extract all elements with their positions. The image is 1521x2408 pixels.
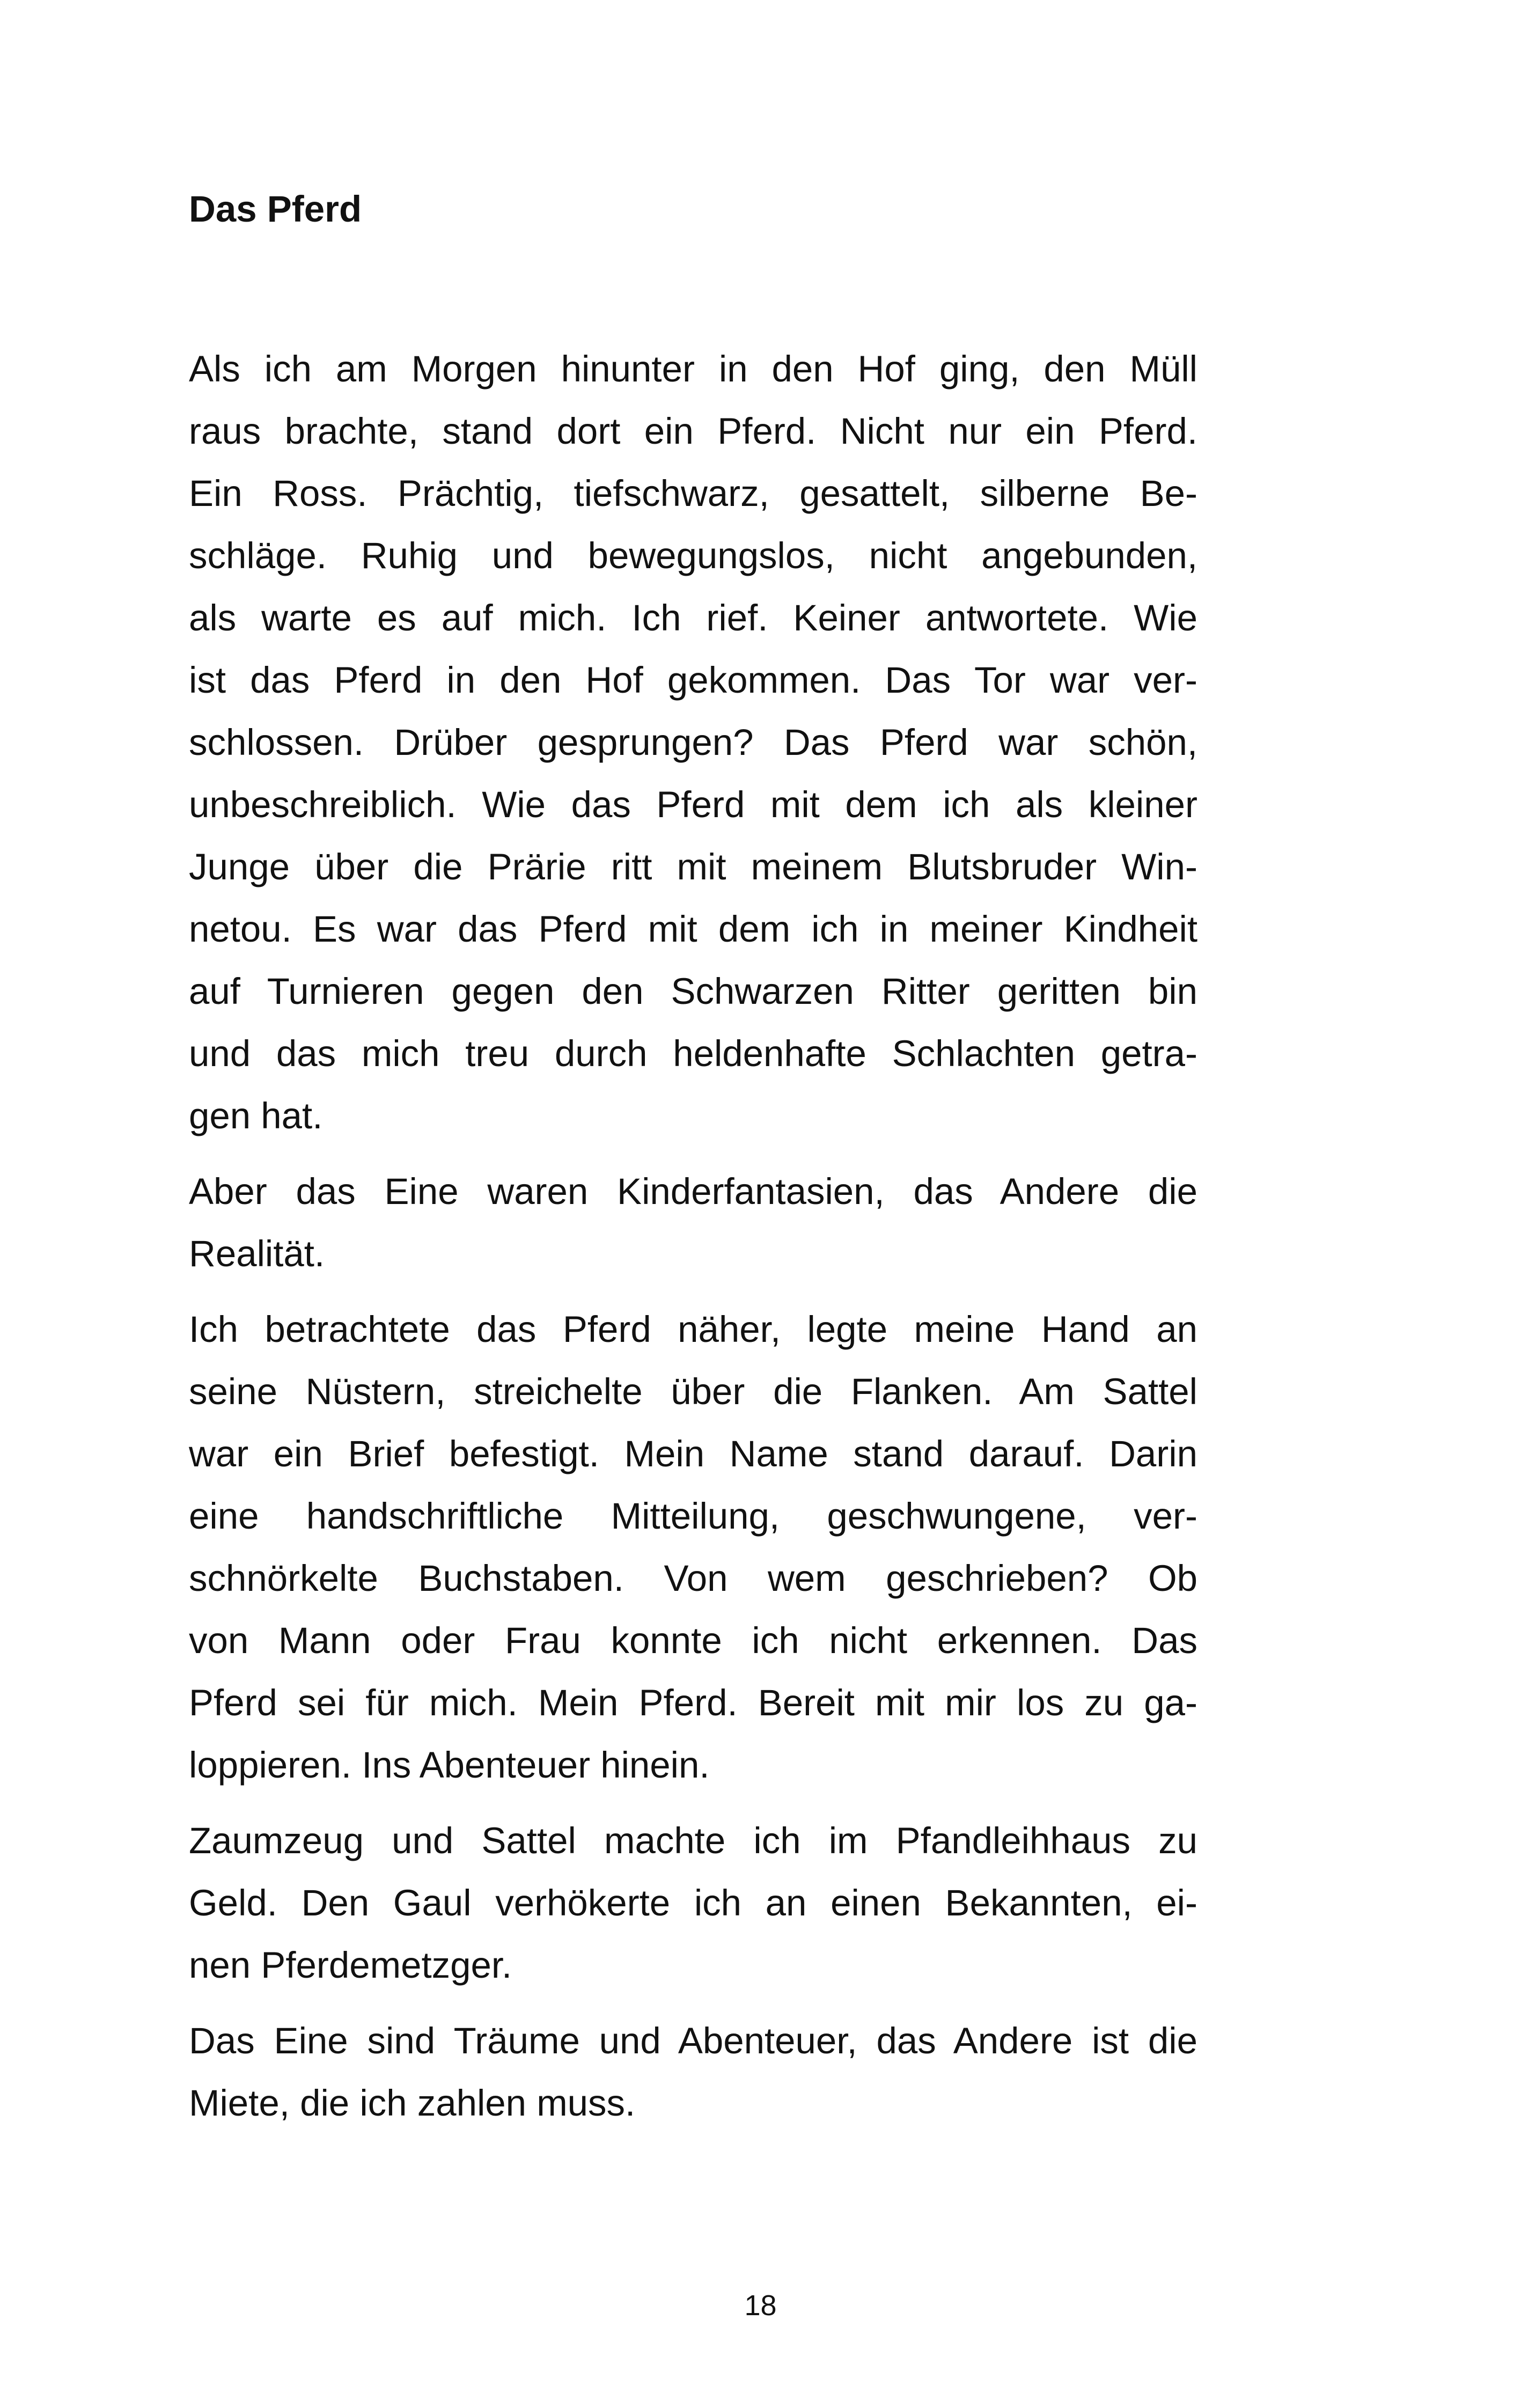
paragraph-4 (189, 1810, 1197, 1996)
text-line: Zaumzeug und Sattel machte ich im Pfandleihhaus zu (189, 1820, 1197, 1861)
text-line: raus brachte, stand dort ein Pferd. Nicht nur ein Pferd. (189, 410, 1197, 452)
text-line: und das mich treu durch heldenhafte Schlachten getra- (189, 1033, 1197, 1074)
text-line: auf Turnieren gegen den Schwarzen Ritter geritten bin (189, 971, 1197, 1012)
text-line: Ich betrachtete das Pferd näher, legte meine Hand an (189, 1309, 1197, 1350)
text-line: ist das Pferd in den Hof gekommen. Das Tor war ver- (189, 659, 1197, 701)
text-line: gen hat. (189, 1095, 323, 1136)
story-body (189, 338, 1197, 2148)
text-line: schnörkelte Buchstaben. Von wem geschrieben? Ob (189, 1558, 1197, 1599)
text-line: Aber das Eine waren Kinderfantasien, das Andere die (189, 1171, 1197, 1212)
text-line: Geld. Den Gaul verhökerte ich an einen Bekannten, ei- (189, 1882, 1197, 1924)
paragraph-2 (189, 1161, 1197, 1285)
page-number: 18 (744, 2289, 777, 2322)
text-line: von Mann oder Frau konnte ich nicht erkennen. Das (189, 1620, 1197, 1661)
text-line: nen Pferdemetzger. (189, 1944, 512, 1986)
text-line: schläge. Ruhig und bewegungslos, nicht angebunden, (189, 535, 1197, 576)
paragraph-5 (189, 2010, 1197, 2134)
text-line: Das Eine sind Träume und Abenteuer, das Andere ist die (189, 2020, 1197, 2061)
text-line: Pferd sei für mich. Mein Pferd. Bereit mit mir los zu ga- (189, 1682, 1197, 1723)
text-line: unbeschreiblich. Wie das Pferd mit dem ich als kleiner (189, 784, 1197, 825)
text-line: als warte es auf mich. Ich rief. Keiner antwortete. Wie (189, 597, 1197, 638)
paragraph-3 (189, 1298, 1197, 1796)
text-line: Junge über die Prärie ritt mit meinem Blutsbruder Win- (189, 846, 1197, 887)
text-line: seine Nüstern, streichelte über die Flanken. Am Sattel (189, 1371, 1197, 1412)
text-line: war ein Brief befestigt. Mein Name stand darauf. Darin (189, 1433, 1197, 1474)
text-line: eine handschriftliche Mitteilung, geschwungene, ver- (189, 1495, 1197, 1537)
text-line: loppieren. Ins Abenteuer hinein. (189, 1744, 710, 1786)
text-line: Realität. (189, 1233, 325, 1274)
text-line: Miete, die ich zahlen muss. (189, 2082, 636, 2124)
text-line: netou. Es war das Pferd mit dem ich in meiner Kindheit (189, 908, 1197, 950)
paragraph-1 (189, 338, 1197, 1147)
text-line: Ein Ross. Prächtig, tiefschwarz, gesattelt, silberne Be- (189, 473, 1197, 514)
text-line: schlossen. Drüber gesprungen? Das Pferd war schön, (189, 722, 1197, 763)
chapter-title: Das Pferd (189, 188, 362, 230)
text-line: Als ich am Morgen hinunter in den Hof ging, den Müll (189, 348, 1197, 390)
